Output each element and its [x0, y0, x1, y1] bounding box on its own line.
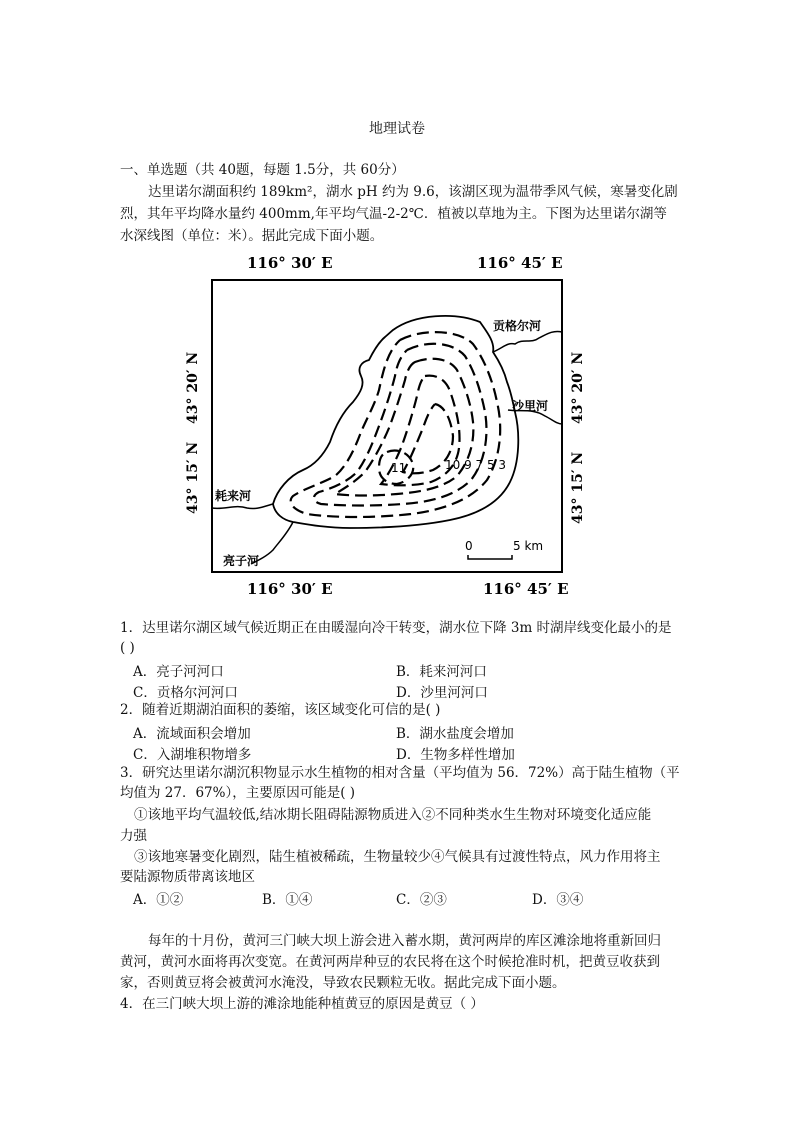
coord-top-left: 116° 30′ E — [247, 254, 333, 272]
q3-stem-line-1: 3．研究达里诺尔湖沉积物显示水生植物的相对含量（平均值为 56．72%）高于陆生植物（平 — [120, 765, 680, 781]
coord-top-right: 116° 45′ E — [477, 254, 563, 272]
lake-shoreline — [273, 316, 518, 528]
river-label-shali: 沙里河 — [512, 399, 549, 413]
section-heading: 一、单选题（共 40题，每题 1.5分，共 60分） — [120, 162, 405, 178]
q3-statement-2-line-1: ③该地寒暑变化剧烈，陆生植被稀疏，生物量较少④气候具有过渡性特点，风力作用将主 — [134, 849, 661, 865]
isobath-5 — [314, 344, 487, 506]
q1-option-a: A．亮子河河口 — [133, 664, 224, 680]
q1-stem-line-2: ( ) — [120, 640, 135, 656]
intro-line-3: 水深线图（单位：米）。据此完成下面小题。 — [120, 228, 384, 244]
scale-km: 5 km — [513, 539, 544, 553]
coord-bottom-left: 116° 30′ E — [247, 580, 333, 598]
q3-option-c: C．②③ — [396, 892, 447, 908]
q3-option-b: B．①④ — [262, 892, 313, 908]
coord-left-upper: 43° 20′ N — [185, 351, 201, 424]
passage2-line-1: 每年的十月份，黄河三门峡大坝上游会进入蓄水期，黄河两岸的库区滩涂地将重新回归 — [148, 933, 661, 949]
lake-depth-map — [175, 252, 600, 602]
scale-zero: 0 — [465, 539, 473, 553]
q2-option-b: B．湖水盐度会增加 — [396, 726, 514, 742]
coord-right-upper: 43° 20′ N — [570, 351, 586, 424]
q3-statement-2-line-2: 要陆源物质带离该地区 — [120, 869, 255, 885]
q1-option-c: C．贡格尔河河口 — [133, 685, 238, 701]
q3-stem-line-2: 均值为 27．67%），主要原因可能是( ) — [120, 785, 356, 801]
river-haolai — [212, 504, 273, 509]
river-label-gongeer: 贡格尔河 — [493, 319, 542, 333]
intro-line-1: 达里诺尔湖面积约 189km²，湖水 pH 约为 9.6，该湖区现为温带季风气候，寒暑变化剧 — [148, 184, 678, 200]
isobath-3 — [291, 332, 501, 517]
depth-label-11: 11 — [391, 461, 407, 475]
q3-statement-1-line-2: 力强 — [120, 828, 147, 844]
coord-left-lower: 43° 15′ N — [185, 441, 201, 514]
river-label-haolai: 耗来河 — [215, 489, 252, 503]
scale-bar — [468, 555, 512, 559]
q1-option-d: D．沙里河河口 — [396, 685, 488, 701]
coord-bottom-right: 116° 45′ E — [483, 580, 569, 598]
passage2-line-3: 家，否则黄豆将会被黄河水淹没，导致农民颗粒无收。据此完成下面小题。 — [120, 975, 566, 991]
q2-option-a: A．流域面积会增加 — [133, 726, 251, 742]
q3-statement-1-line-1: ①该地平均气温较低,结冰期长阻碍陆源物质进入②不同种类水生生物对环境变化适应能 — [134, 807, 652, 823]
q2-option-d: D．生物多样性增加 — [396, 747, 515, 763]
intro-line-2: 烈，其年平均降水量约 400mm,年平均气温-2-2℃．植被以草地为主。下图为达里诺尔湖等 — [120, 206, 667, 222]
q2-stem: 2．随着近期湖泊面积的萎缩，该区域变化可信的是( ) — [120, 702, 441, 718]
river-gongeer — [493, 331, 562, 352]
q4-stem: 4．在三门峡大坝上游的滩涂地能种植黄豆的原因是黄豆（ ） — [120, 996, 484, 1012]
q3-option-d: D．③④ — [532, 892, 584, 908]
passage2-line-2: 黄河，黄河水面将再次变宽。在黄河两岸种豆的农民将在这个时候抢准时机，把黄豆收获到 — [120, 954, 660, 970]
page-title: 地理试卷 — [369, 121, 425, 137]
depth-label-series: 10 9 7 5 3 — [445, 458, 507, 472]
q3-option-a: A．①② — [133, 892, 184, 908]
q1-stem-line-1: 1．达里诺尔湖区域气候近期正在由暖湿向冷干转变，湖水位下降 3m 时湖岸线变化最小的是 — [120, 620, 672, 636]
q1-option-b: B．耗来河河口 — [396, 664, 487, 680]
coord-right-lower: 43° 15′ N — [570, 451, 586, 524]
q2-option-c: C．入湖堆积物增多 — [133, 747, 252, 763]
river-label-liangzi: 亮子河 — [223, 554, 260, 568]
